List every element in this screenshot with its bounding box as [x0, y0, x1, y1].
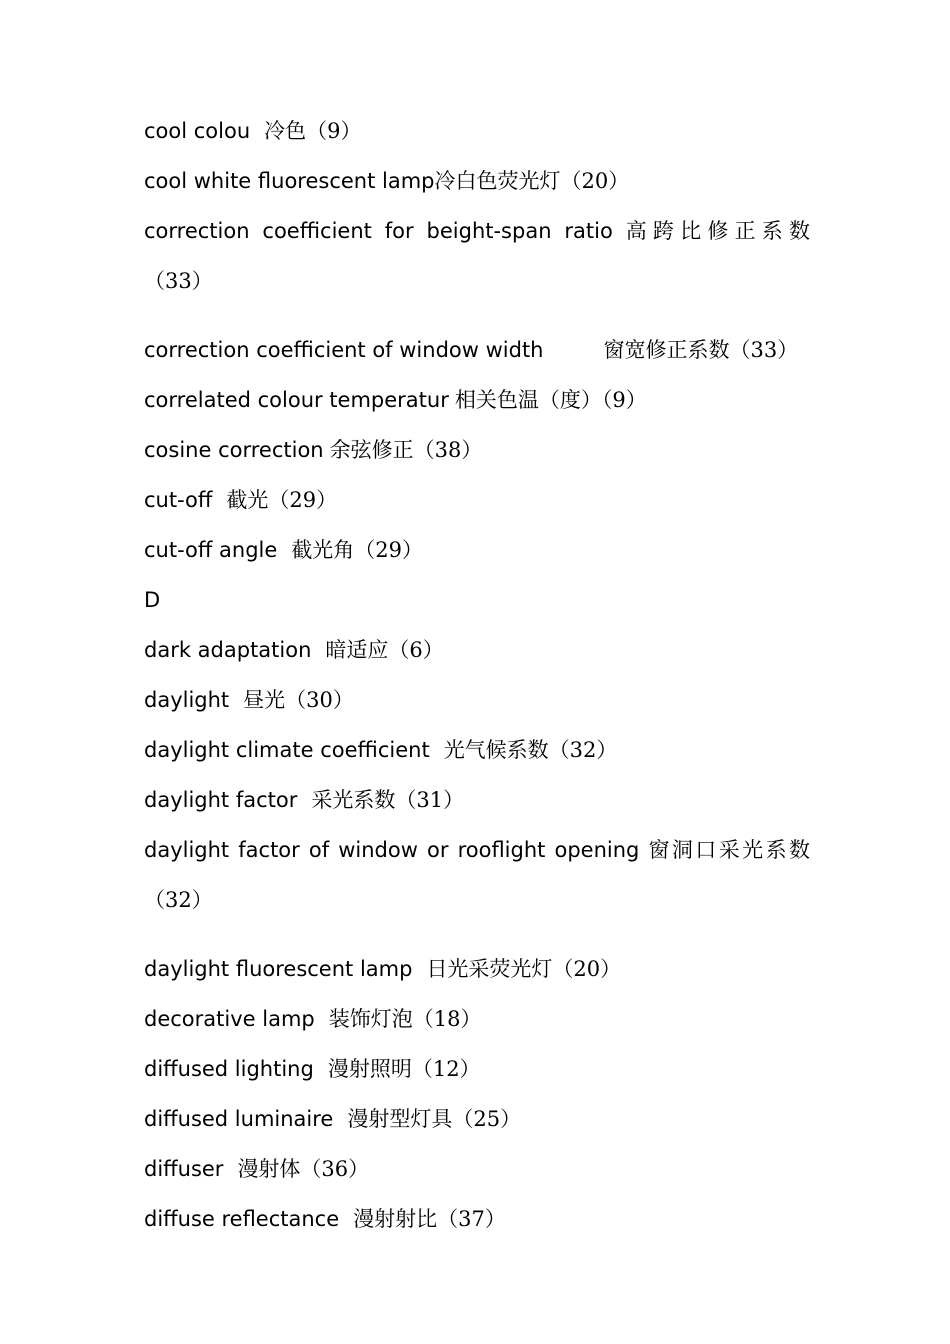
term-chinese-continued: （33） [144, 269, 213, 293]
term-chinese: 截光（29） [226, 488, 338, 512]
section-letter: D [144, 588, 161, 612]
term-english: daylight fluorescent lamp [144, 957, 413, 981]
term-chinese: 漫射照明（12） [327, 1057, 481, 1081]
term-chinese: 暗适应（6） [325, 638, 444, 662]
term-chinese: 昼光（30） [243, 688, 354, 712]
term-chinese: 窗洞口采光系数 [648, 838, 810, 862]
term-chinese: 装饰灯泡（18） [328, 1007, 482, 1031]
term-english: cool colou [144, 119, 251, 143]
term-chinese: 日光采荧光灯（20） [426, 957, 622, 981]
term-chinese: 漫射型灯具（25） [347, 1107, 522, 1131]
glossary-entry [144, 1000, 810, 1050]
term-chinese: 余弦修正（38） [329, 438, 483, 462]
glossary-entry [144, 1050, 810, 1100]
glossary-page [144, 112, 810, 1250]
term-english: daylight [144, 688, 230, 712]
term-chinese: 冷白色荧光灯（20） [434, 169, 630, 193]
glossary-entry [144, 1200, 810, 1250]
term-english: diffuser [144, 1157, 224, 1181]
entry-first-line [144, 831, 810, 881]
term-chinese: 截光角（29） [291, 538, 424, 562]
glossary-entry [144, 831, 810, 950]
term-english: daylight factor of window or rooflight opening [144, 838, 640, 862]
glossary-entry [144, 531, 810, 581]
glossary-entry [144, 112, 810, 162]
term-chinese: 采光系数（31） [311, 788, 465, 812]
term-english: correction coefficient of window width [144, 338, 544, 362]
term-chinese: 窗宽修正系数（33） [603, 338, 799, 362]
glossary-entry [144, 681, 810, 731]
glossary-entry [144, 381, 810, 431]
entry-first-line [144, 212, 810, 262]
term-chinese: 相关色温（度）（9） [454, 388, 647, 412]
term-english: diffused lighting [144, 1057, 314, 1081]
term-english: cut-off [144, 488, 213, 512]
glossary-entry [144, 631, 810, 681]
term-english: daylight climate coefficient [144, 738, 430, 762]
term-chinese: 光气候系数（32） [443, 738, 618, 762]
glossary-entry [144, 731, 810, 781]
glossary-entry [144, 1100, 810, 1150]
term-english: diffuse reflectance [144, 1207, 340, 1231]
term-chinese: 漫射体（36） [237, 1157, 370, 1181]
term-english: dark adaptation [144, 638, 312, 662]
glossary-entry [144, 950, 810, 1000]
glossary-entry [144, 481, 810, 531]
glossary-entry [144, 1150, 810, 1200]
term-english: diffused luminaire [144, 1107, 334, 1131]
term-english: cool white fluorescent lamp [144, 169, 435, 193]
term-english: correlated colour temperatur [144, 388, 449, 412]
term-chinese: 冷色（9） [264, 119, 362, 143]
term-english: daylight factor [144, 788, 298, 812]
term-english: correction coefficient for beight-span ratio [144, 219, 613, 243]
glossary-entry [144, 212, 810, 331]
term-english: cosine correction [144, 438, 324, 462]
glossary-entry [144, 331, 810, 381]
term-chinese: 漫射射比（37） [353, 1207, 506, 1231]
glossary-entry [144, 162, 810, 212]
term-chinese: 高跨比修正系数 [625, 219, 810, 243]
term-english: cut-off angle [144, 538, 278, 562]
term-chinese-continued: （32） [144, 888, 213, 912]
glossary-entry [144, 781, 810, 831]
glossary-entry [144, 431, 810, 481]
term-english: decorative lamp [144, 1007, 315, 1031]
